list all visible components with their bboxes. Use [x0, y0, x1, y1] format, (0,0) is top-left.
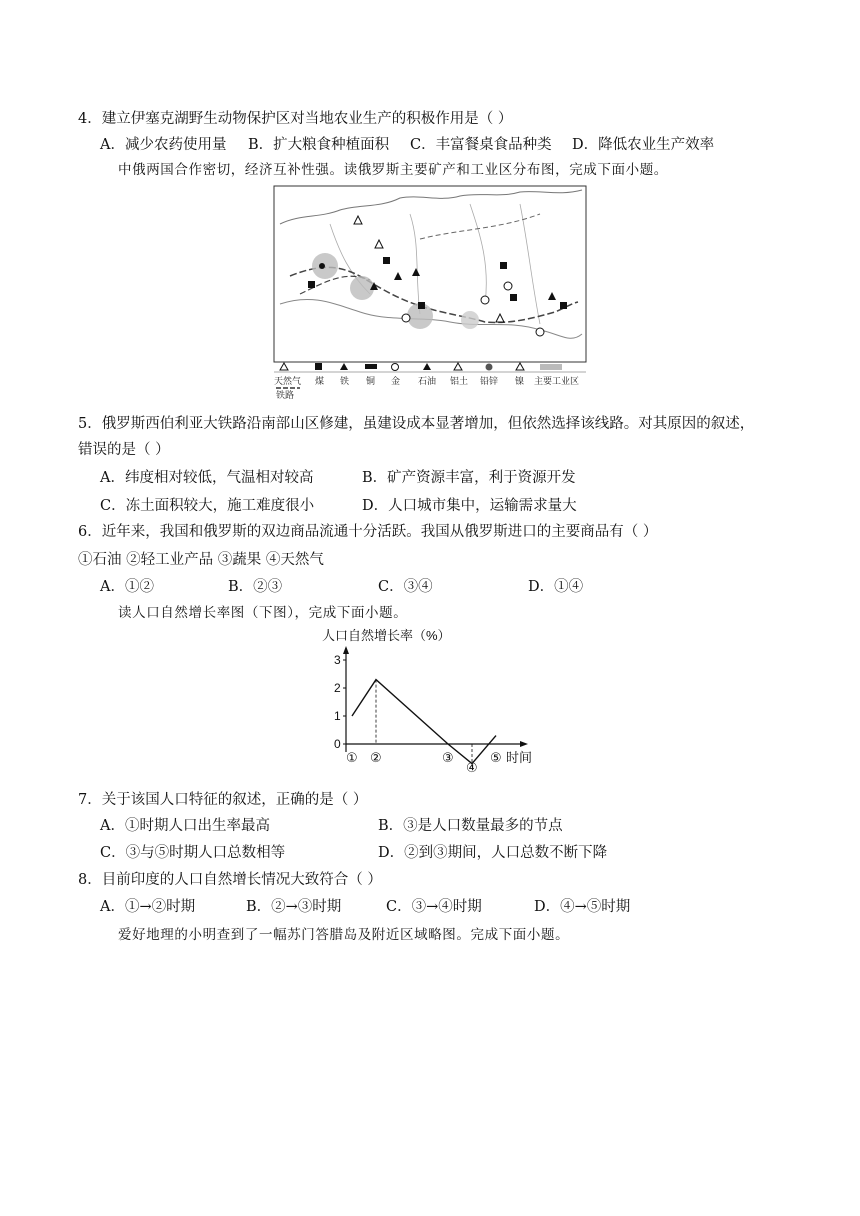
- q7-option-c: C．③与⑤时期人口总数相等: [100, 845, 286, 861]
- y-tick-label: 3: [334, 653, 341, 667]
- intro-sumatra-map: 爱好地理的小明查到了一幅苏门答腊岛及附近区域略图。完成下面小题。: [118, 927, 570, 943]
- x-tick-label: ⑤: [490, 751, 502, 766]
- q8-option-d: D．④→⑤时期: [534, 899, 631, 915]
- q4-option-b: B．扩大粮食种植面积: [248, 137, 390, 153]
- q7-option-a: A．①时期人口出生率最高: [100, 818, 270, 834]
- intro-population-chart: 读人口自然增长率图（下图），完成下面小题。: [118, 605, 408, 621]
- x-tick-label: ③: [442, 751, 454, 766]
- x-tick-label: ②: [370, 751, 382, 766]
- q6-option-d: D．①④: [528, 579, 584, 595]
- x-axis-label: 时间: [506, 750, 533, 765]
- legend-industry: 主要工业区: [534, 377, 580, 387]
- q7-option-d: D．②到③期间，人口总数不断下降: [378, 845, 608, 861]
- q5-option-b: B．矿产资源丰富，利于资源开发: [362, 470, 576, 486]
- legend-leadzinc: 铅锌: [480, 377, 499, 387]
- question-4-stem: 4．建立伊塞克湖野生动物保护区对当地农业生产的积极作用是（ ）: [78, 111, 513, 127]
- y-tick-label: 1: [334, 709, 341, 723]
- legend-coal: 煤: [315, 377, 325, 387]
- q7-option-b: B．③是人口数量最多的节点: [378, 818, 563, 834]
- question-5-stem-2: 错误的是（ ）: [78, 442, 170, 458]
- legend-copper: 铜: [366, 377, 376, 387]
- question-8-stem: 8．目前印度的人口自然增长情况大致符合（ ）: [78, 872, 382, 888]
- q4-option-c: C．丰富餐桌食品种类: [410, 137, 552, 153]
- legend-bauxite: 铝土: [450, 377, 469, 387]
- question-6-stem: 6．近年来，我国和俄罗斯的双边商品流通十分活跃。我国从俄罗斯进口的主要商品有（ ）: [78, 524, 658, 540]
- chart-title: 人口自然增长率（%）: [322, 628, 451, 643]
- y-tick-label: 0: [334, 737, 341, 751]
- x-tick-label: ④: [466, 761, 478, 774]
- q5-option-d: D．人口城市集中，运输需求量大: [362, 498, 577, 514]
- q8-option-b: B．②→③时期: [246, 899, 342, 915]
- legend-oil: 石油: [418, 377, 437, 387]
- population-growth-chart: [310, 624, 550, 774]
- legend-gas: 天然气: [274, 377, 302, 387]
- y-tick-label: 2: [334, 681, 341, 695]
- q8-option-c: C．③→④时期: [386, 899, 482, 915]
- q6-option-b: B．②③: [228, 579, 283, 595]
- q5-option-a: A．纬度相对较低，气温相对较高: [100, 470, 314, 486]
- question-7-stem: 7．关于该国人口特征的叙述，正确的是（ ）: [78, 792, 368, 808]
- legend-iron: 铁: [340, 377, 350, 387]
- q8-option-a: A．①→②时期: [100, 899, 196, 915]
- q5-option-c: C．冻土面积较大，施工难度很小: [100, 498, 315, 514]
- question-5-stem-1: 5．俄罗斯西伯利亚大铁路沿南部山区修建，虽建设成本显著增加，但依然选择该线路。对其原因的叙述，: [78, 416, 755, 432]
- q6-option-c: C．③④: [378, 579, 433, 595]
- legend-gold: 金: [391, 377, 401, 387]
- question-6-items: ①石油 ②轻工业产品 ③蔬果 ④天然气: [78, 552, 324, 568]
- legend-railway: 铁路: [276, 391, 295, 400]
- q4-option-a: A．减少农药使用量: [100, 137, 227, 153]
- intro-russia-map: 中俄两国合作密切，经济互补性强。读俄罗斯主要矿产和工业区分布图，完成下面小题。: [118, 162, 668, 178]
- q6-option-a: A．①②: [100, 579, 154, 595]
- q4-option-d: D．降低农业生产效率: [572, 137, 715, 153]
- legend-nickel: 镍: [515, 377, 525, 387]
- x-tick-label: ①: [346, 751, 358, 766]
- russia-mineral-map: [270, 184, 590, 400]
